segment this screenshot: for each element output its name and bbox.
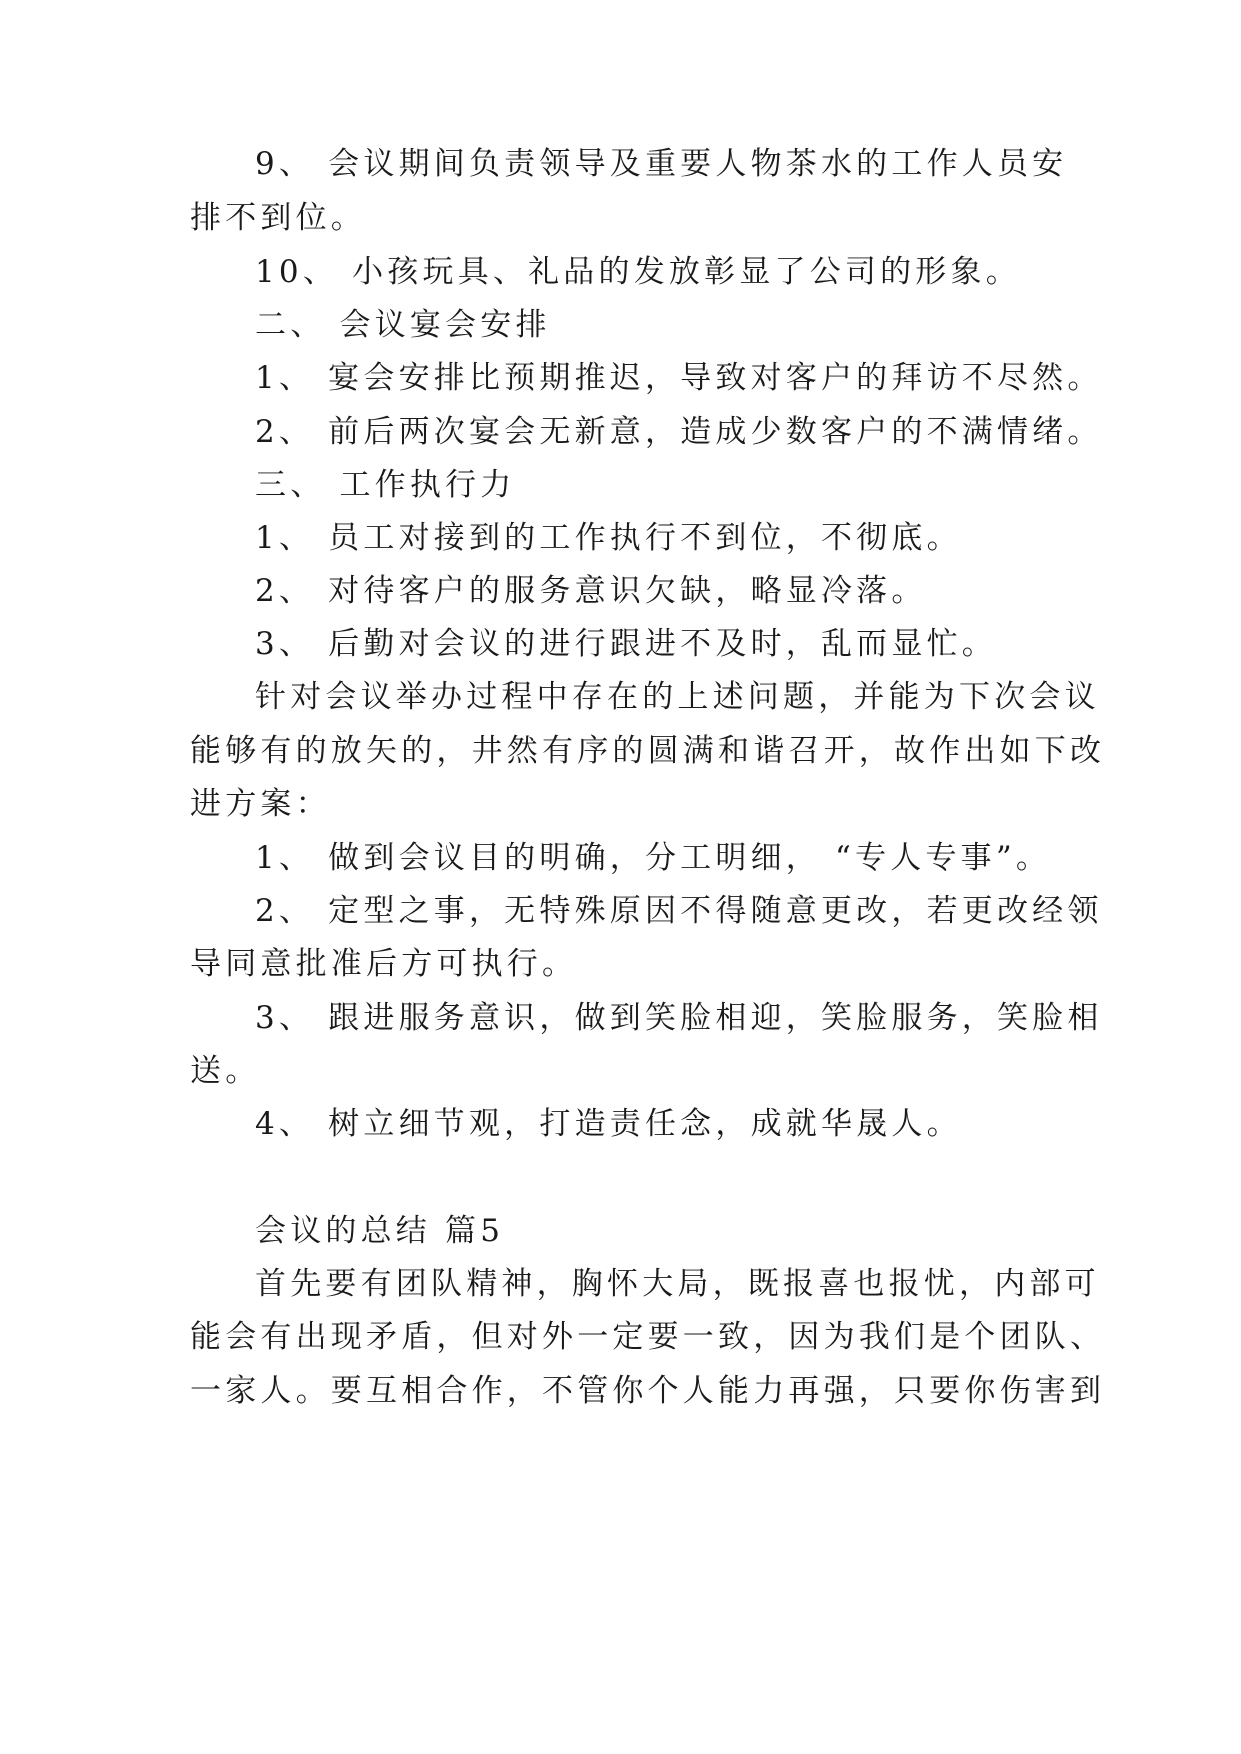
execution-item-3: 3、 后勤对会议的进行跟进不及时，乱而显忙。	[255, 626, 997, 662]
improvement-intro-continued-1: 能够有的放矢的，井然有序的圆满和谐召开，故作出如下改	[190, 733, 1106, 769]
paragraph-teamwork-continued-2: 一家人。要互相合作，不管你个人能力再强，只要你伤害到	[190, 1373, 1106, 1409]
execution-item-1: 1、 员工对接到的工作执行不到位，不彻底。	[255, 520, 962, 556]
improvement-intro-continued-2: 进方案：	[190, 786, 331, 822]
list-item-9-continued: 排不到位。	[190, 200, 366, 236]
paragraph-teamwork: 首先要有团队精神，胸怀大局，既报喜也报忧，内部可	[255, 1266, 1100, 1302]
improvement-item-2-continued: 导同意批准后方可执行。	[190, 946, 578, 982]
improvement-item-1: 1、 做到会议目的明确，分工明细， “专人专事”。	[255, 840, 1052, 876]
section-heading-execution: 三、 工作执行力	[255, 467, 516, 503]
section-title-summary-5: 会议的总结 篇5	[255, 1213, 505, 1249]
improvement-item-3-continued: 送。	[190, 1053, 261, 1089]
banquet-item-1: 1、 宴会安排比预期推迟，导致对客户的拜访不尽然。	[255, 360, 1103, 396]
paragraph-teamwork-continued-1: 能会有出现矛盾，但对外一定要一致，因为我们是个团队、	[190, 1319, 1106, 1355]
improvement-item-2: 2、 定型之事，无特殊原因不得随意更改，若更改经领	[255, 893, 1103, 929]
section-heading-banquet: 二、 会议宴会安排	[255, 307, 551, 343]
improvement-item-4: 4、 树立细节观，打造责任念，成就华晟人。	[255, 1106, 962, 1142]
list-item-9: 9、 会议期间负责领导及重要人物茶水的工作人员安	[255, 146, 1068, 182]
improvement-intro: 针对会议举办过程中存在的上述问题，并能为下次会议	[255, 679, 1100, 715]
list-item-10: 10、 小孩玩具、礼品的发放彰显了公司的形象。	[255, 254, 1021, 290]
execution-item-2: 2、 对待客户的服务意识欠缺，略显冷落。	[255, 573, 927, 609]
improvement-item-3: 3、 跟进服务意识，做到笑脸相迎，笑脸服务，笑脸相	[255, 1000, 1103, 1036]
banquet-item-2: 2、 前后两次宴会无新意，造成少数客户的不满情绪。	[255, 414, 1103, 450]
